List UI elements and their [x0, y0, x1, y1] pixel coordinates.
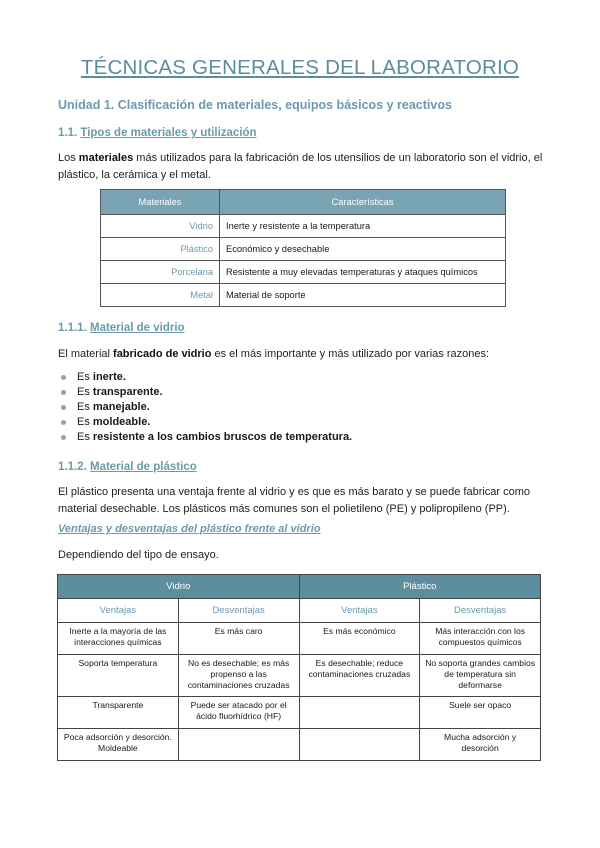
table-cell: Inerte a la mayoría de las interacciones químicas	[58, 623, 179, 655]
text: El material	[58, 348, 114, 360]
bullet-icon	[61, 375, 66, 380]
section-heading-1-1-2	[58, 461, 197, 473]
table-cell: Es desechable; reduce contaminaciones cruzadas	[299, 655, 420, 697]
glass-properties-list	[58, 370, 352, 445]
bold-text: fabricado de vidrio	[113, 348, 212, 360]
table-row	[58, 729, 541, 761]
group-header-row	[58, 575, 541, 599]
table-row	[101, 261, 506, 284]
column-header: Materiales	[101, 190, 220, 215]
section-title: Tipos de materiales y utilización	[80, 127, 257, 139]
list-item	[58, 430, 352, 445]
text: más utilizados para la fabricación de los utensilios de un laboratorio son el vidrio, el plástico, la cerámica y el metal.	[58, 152, 543, 181]
group-header: Plástico	[299, 575, 541, 599]
column-header: Características	[220, 190, 506, 215]
table-row	[101, 284, 506, 307]
table-cell: Plástico	[101, 238, 220, 261]
column-header: Desventajas	[420, 599, 541, 623]
text: Los	[58, 152, 79, 164]
text: Es	[77, 431, 93, 443]
text: Es	[77, 416, 93, 428]
list-item	[58, 385, 352, 400]
text: es el más importante y más utilizado por varias razones:	[211, 348, 490, 360]
table-cell: Puede ser atacado por el ácido fluorhídrico (HF)	[178, 697, 299, 729]
table-cell: Más interacción con los compuestos químicos	[420, 623, 541, 655]
table-row	[58, 655, 541, 697]
subsection-title: Ventajas y desventajas del plástico frente al vidrio	[58, 523, 321, 535]
sub-header-row	[58, 599, 541, 623]
table-cell	[299, 729, 420, 761]
unit-heading: Unidad 1. Clasificación de materiales, equipos básicos y reactivos	[58, 98, 452, 112]
text: Es	[77, 401, 93, 413]
bullet-icon	[61, 405, 66, 410]
page-title: TÉCNICAS GENERALES DEL LABORATORIO	[80, 56, 520, 79]
table-cell: Metal	[101, 284, 220, 307]
comparison-table	[57, 574, 541, 761]
paragraph-plastic: El plástico presenta una ventaja frente al vidrio y es que es más barato y se puede fabricar como material desechable. Los plásticos más comunes son el polietileno (PE) y polipropileno (PP).	[58, 486, 531, 515]
table-cell: Mucha adsorción y desorción	[420, 729, 541, 761]
table-cell: No es desechable; es más propenso a las contaminaciones cruzadas	[178, 655, 299, 697]
table-cell: Vidrio	[101, 215, 220, 238]
table-cell: Soporta temperatura	[58, 655, 179, 697]
table-row	[101, 238, 506, 261]
section-heading-1-1-1	[58, 322, 185, 334]
bold-text: inerte.	[92, 371, 126, 383]
group-header: Vidrio	[58, 575, 300, 599]
materials-table	[100, 189, 506, 307]
bold-text: manejable.	[92, 401, 150, 413]
table-cell: Es más caro	[178, 623, 299, 655]
table-cell	[299, 697, 420, 729]
bullet-icon	[61, 435, 66, 440]
table-row	[101, 215, 506, 238]
section-title: Material de plástico	[89, 461, 197, 473]
table-row	[58, 697, 541, 729]
list-item	[58, 400, 352, 415]
column-header: Ventajas	[58, 599, 179, 623]
table-cell: Poca adsorción y desorción. Moldeable	[58, 729, 179, 761]
table-cell: Suele ser opaco	[420, 697, 541, 729]
bold-text: transparente.	[92, 386, 163, 398]
table-cell: Resistente a muy elevadas temperaturas y ataques químicos	[220, 261, 506, 284]
column-header: Ventajas	[299, 599, 420, 623]
bold-text: resistente a los cambios bruscos de temperatura.	[92, 431, 353, 443]
paragraph-glass	[58, 346, 548, 363]
section-title: Material de vidrio	[89, 322, 185, 334]
table-cell: Económico y desechable	[220, 238, 506, 261]
list-item	[58, 415, 352, 430]
bold-text: moldeable.	[92, 416, 151, 428]
table-cell	[178, 729, 299, 761]
section-number: 1.1.1.	[58, 322, 87, 334]
section-number: 1.1.2.	[58, 461, 87, 473]
section-number: 1.1.	[58, 127, 78, 139]
bold-text: materiales	[78, 152, 134, 164]
section-heading-1-1	[58, 127, 257, 139]
table-cell: No soporta grandes cambios de temperatura sin deformarse	[420, 655, 541, 697]
bullet-icon	[61, 420, 66, 425]
table-cell: Porcelana	[101, 261, 220, 284]
table-cell: Inerte y resistente a la temperatura	[220, 215, 506, 238]
table-header-row	[101, 190, 506, 215]
table-cell: Transparente	[58, 697, 179, 729]
text: Es	[77, 371, 93, 383]
paragraph-materials	[58, 150, 548, 183]
text: Es	[77, 386, 93, 398]
list-item	[58, 370, 352, 385]
table-cell: Material de soporte	[220, 284, 506, 307]
table-cell: Es más económico	[299, 623, 420, 655]
column-header: Desventajas	[178, 599, 299, 623]
table-row	[58, 623, 541, 655]
bullet-icon	[61, 390, 66, 395]
paragraph-depends: Dependiendo del tipo de ensayo.	[58, 549, 219, 561]
